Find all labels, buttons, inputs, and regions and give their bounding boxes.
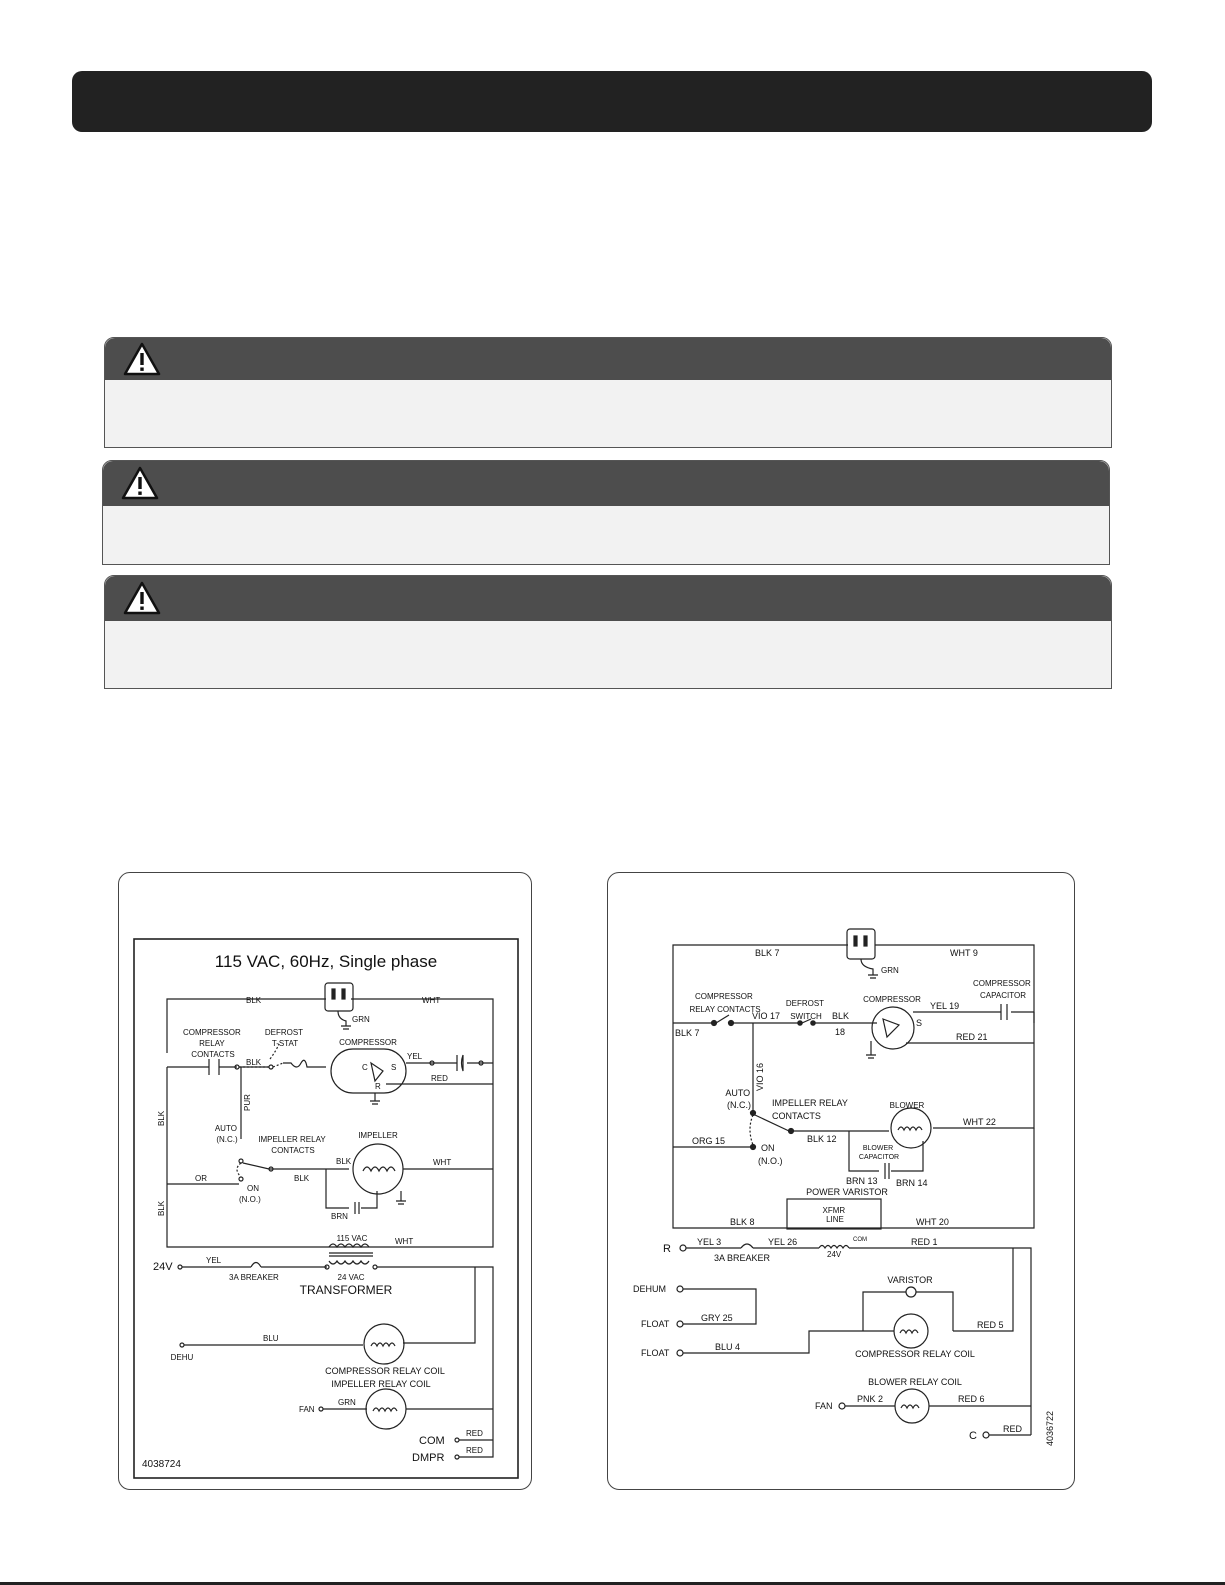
wire-label: YEL 3: [697, 1237, 722, 1247]
wire-label: TRANSFORMER: [299, 1283, 393, 1297]
wire-label: BLK: [832, 1011, 850, 1021]
left-wiring-diagram: [119, 873, 531, 1489]
wire-label: FLOAT: [641, 1319, 670, 1329]
right-wiring-diagram: [608, 873, 1074, 1489]
wire-label: BLU: [263, 1334, 279, 1343]
wire-label: COMPRESSOR RELAY COIL: [855, 1349, 975, 1359]
wire-label: VARISTOR: [887, 1275, 933, 1285]
wire-label: [183, 1028, 243, 1059]
wire-label: WHT 20: [916, 1217, 949, 1227]
wire-label: DEHUM: [633, 1284, 666, 1294]
wire-label: PNK 2: [857, 1394, 884, 1404]
wire-label: VIO 16: [755, 1062, 765, 1091]
wire-label: BRN: [331, 1212, 348, 1221]
wire-label: ON: [247, 1184, 259, 1193]
wire-label: COMPRESSOR: [972, 979, 1031, 988]
wire-label: [689, 992, 760, 1014]
wire-label: [265, 1028, 305, 1048]
wire-label: R: [375, 1082, 381, 1091]
wire-label: 3A BREAKER: [714, 1253, 771, 1263]
wire-label: BLK 12: [807, 1134, 837, 1144]
wire-label: [215, 1124, 239, 1144]
wire-label: WHT 9: [950, 948, 978, 958]
wire-label: 3A BREAKER: [229, 1273, 279, 1282]
wire-label: C: [362, 1063, 368, 1072]
wire-label: AUTO: [725, 1088, 751, 1098]
warning-icon: [123, 581, 161, 615]
wire-label: RELAY: [199, 1039, 225, 1048]
wire-label: DEFROST: [785, 999, 824, 1008]
wire-label: T-STAT: [271, 1039, 299, 1048]
wire-label: (N.O.): [239, 1195, 261, 1204]
wire-label: BLK 7: [675, 1028, 700, 1038]
wire-label: IMPELLER: [358, 1131, 398, 1140]
wire-label: GRY 25: [701, 1313, 733, 1323]
wire-label: YEL: [407, 1052, 423, 1061]
wire-label: CONTACTS: [271, 1146, 315, 1155]
wire-label: RED 5: [977, 1320, 1004, 1330]
wire-label: IMPELLER RELAY: [772, 1098, 848, 1108]
wire-label: BRN 13: [846, 1176, 878, 1186]
part-number: 4038724: [142, 1459, 181, 1470]
wire-label: RED 1: [911, 1237, 938, 1247]
warning-box-1: [104, 337, 1112, 448]
right-wiring-panel: [607, 872, 1075, 1490]
wire-label: BLK: [157, 1110, 166, 1126]
warning-header: [105, 338, 1111, 380]
wire-label: YEL 19: [930, 1001, 960, 1011]
wire-label: COMPRESSOR: [863, 995, 921, 1004]
wire-label: POWER VARISTOR: [806, 1187, 888, 1197]
wire-label: PUR: [243, 1094, 252, 1111]
wire-label: RED 21: [956, 1032, 988, 1042]
wire-label: COMPRESSOR: [339, 1038, 397, 1047]
wire-label: SWITCH: [790, 1012, 822, 1021]
wire-label: CAPACITOR: [858, 1154, 900, 1161]
wire-label: COM: [419, 1435, 445, 1447]
wire-label: BLK 8: [730, 1217, 755, 1227]
wire-label: WHT: [433, 1158, 452, 1167]
wire-label: (N.O.): [758, 1156, 783, 1166]
wire-label: 24 VAC: [337, 1273, 365, 1282]
wire-label: BLK: [157, 1200, 166, 1216]
warning-header: [105, 576, 1111, 621]
wire-label: GRN: [338, 1398, 356, 1407]
wire-label: BLK: [246, 1058, 262, 1067]
wire-label: WHT: [395, 1237, 414, 1246]
wire-label: FLOAT: [641, 1348, 670, 1358]
wire-label: BLU 4: [715, 1342, 741, 1352]
wire-label: DEFROST: [264, 1028, 303, 1037]
warning-box-3: [104, 575, 1112, 689]
wire-label: BLOWER RELAY COIL: [868, 1377, 962, 1387]
wire-label: LINE: [826, 1215, 844, 1224]
wire-label: RELAY CONTACTS: [689, 1005, 761, 1014]
wire-label: 18: [835, 1027, 846, 1037]
wire-label: ON: [761, 1143, 775, 1153]
wire-label: FAN: [815, 1401, 833, 1411]
wire-label: COMPRESSOR RELAY COIL: [325, 1366, 445, 1376]
warning-header: [103, 461, 1109, 506]
wire-label: COMPRESSOR: [182, 1028, 241, 1037]
wire-label: 115 VAC: [336, 1234, 368, 1243]
header-bar: [72, 71, 1152, 132]
wire-label: [725, 1088, 752, 1110]
outlet-icon: [325, 983, 353, 1029]
wire-label: CONTACTS: [772, 1111, 821, 1121]
wire-label: COMPRESSOR: [694, 992, 753, 1001]
left-wiring-panel: [118, 872, 532, 1490]
part-number: 4036722: [1045, 1410, 1055, 1446]
wire-label: CONTACTS: [191, 1050, 235, 1059]
wire-label: [772, 1098, 850, 1121]
wire-label: BLK: [336, 1157, 352, 1166]
wire-label: (N.C.): [727, 1100, 751, 1110]
wire-label: OR: [195, 1174, 207, 1183]
wire-label: VIO 17: [752, 1011, 781, 1021]
wire-label: XFMR: [822, 1206, 846, 1215]
wire-label: AUTO: [214, 1124, 237, 1133]
wire-label: BLK 7: [755, 948, 780, 958]
warning-icon: [121, 466, 159, 500]
wire-label: S: [391, 1063, 397, 1072]
wire-label: IMPELLER RELAY: [258, 1135, 326, 1144]
wire-label: RED: [431, 1074, 448, 1083]
wire-label: IMPELLER RELAY COIL: [331, 1379, 431, 1389]
wire-label: [859, 1145, 899, 1161]
diagram-title: 115 VAC, 60Hz, Single phase: [214, 952, 438, 971]
wire-label: GRN: [352, 1015, 370, 1024]
wire-label: [758, 1143, 783, 1166]
wire-label: RED: [466, 1429, 483, 1438]
warning-box-2: [102, 460, 1110, 565]
wire-label: RED: [1003, 1424, 1023, 1434]
warning-icon: [123, 342, 161, 376]
wire-label: CAPACITOR: [980, 991, 1026, 1000]
wire-label: 24V: [153, 1261, 173, 1273]
wire-label: DEHU: [170, 1353, 194, 1362]
wire-label: (N.C.): [216, 1135, 238, 1144]
wire-label: COM: [853, 1237, 867, 1243]
wire-label: C: [969, 1430, 977, 1442]
wire-label: S: [916, 1018, 923, 1028]
wire-label: BRN 14: [896, 1178, 928, 1188]
wire-label: [786, 999, 826, 1021]
wire-label: YEL: [206, 1256, 222, 1265]
wire-label: YEL 26: [768, 1237, 798, 1247]
wire-label: BLK: [246, 996, 262, 1005]
wire-label: BLK: [294, 1174, 310, 1183]
wire-label: R: [663, 1243, 671, 1255]
wire-label: 24V: [827, 1250, 842, 1259]
outlet-icon: [847, 929, 878, 978]
wire-label: WHT: [422, 996, 441, 1005]
wire-label: GRN: [881, 966, 899, 975]
wire-label: ORG 15: [692, 1136, 726, 1146]
wire-label: BLOWER: [862, 1145, 894, 1152]
wire-label: WHT 22: [963, 1117, 996, 1127]
wire-label: BLOWER: [889, 1101, 925, 1110]
wire-label: [823, 1206, 848, 1224]
wire-label: [239, 1184, 261, 1204]
wire-label: [973, 979, 1033, 1000]
wire-label: RED: [466, 1446, 483, 1455]
wire-label: RED 6: [958, 1394, 985, 1404]
wire-label: FAN: [299, 1405, 315, 1414]
wire-label: DMPR: [412, 1452, 445, 1464]
wire-label: [258, 1135, 328, 1155]
